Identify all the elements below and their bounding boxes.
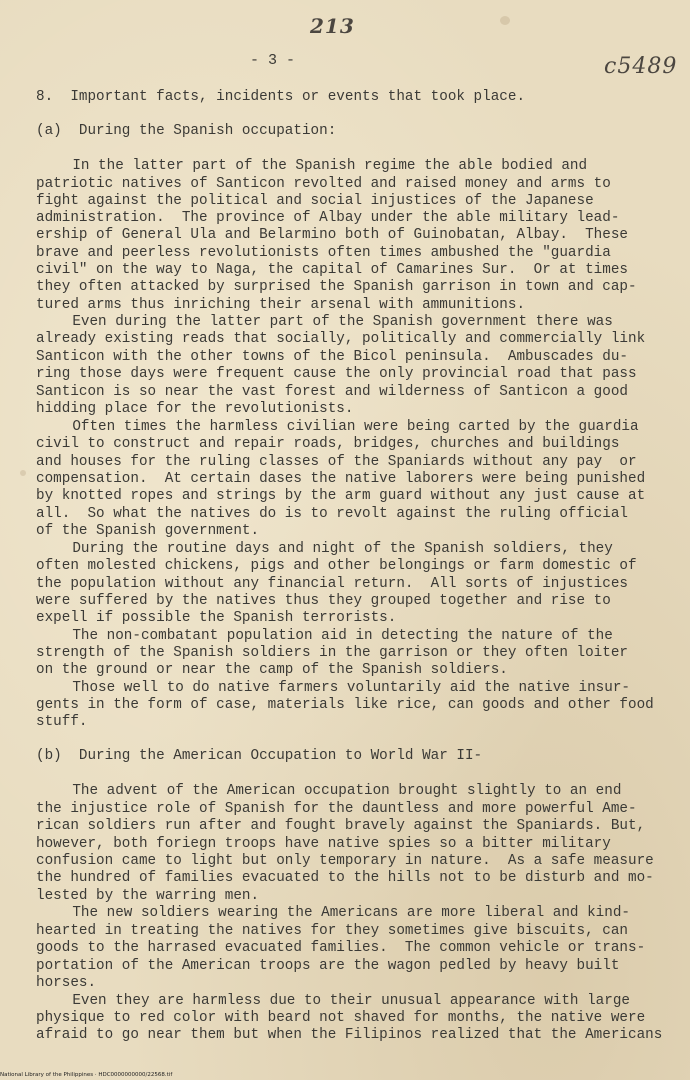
text-line: gents in the form of case, materials like rice, can goods and other food [36,697,654,713]
page-number: - 3 - [250,52,296,69]
text-line: civil to construct and repair roads, bridges, churches and buildings [36,436,620,452]
text-line: During the routine days and night of the Spanish soldiers, they [38,541,613,557]
text-line: patriotic natives of Santicon revolted and raised money and arms to [36,176,611,192]
text-line: brave and peerless revolutionists often times ambushed the "guardia [36,245,611,261]
text-line: on the ground or near the camp of the Spanish soldiers. [36,662,508,678]
text-line: afraid to go near them but when the Filipinos realized that the Americans [36,1027,663,1043]
text-line: The non-combatant population aid in detecting the nature of the [38,628,613,644]
subsection-heading: (b) During the American Occupation to World War II- [36,748,483,764]
text-line: Even they are harmless due to their unusual appearance with large [38,993,630,1009]
text-line: tured arms thus inriching their arsenal with ammunitions. [36,297,526,313]
section-heading: 8. Important facts, incidents or events that took place. [36,89,526,105]
text-line: fight against the political and social injustices of the Japanese [36,193,594,209]
text-line: In the latter part of the Spanish regime the able bodied and [38,158,588,174]
subsection-heading: (a) During the Spanish occupation: [36,123,337,139]
text-line: ring those days were frequent cause the only provincial road that pass [36,366,637,382]
text-line: Those well to do native farmers voluntarily aid the native insur- [38,680,630,696]
text-line: ership of General Ula and Belarmino both of Guinobatan, Albay. These [36,227,628,243]
text-line: portation of the American troops are the wagon pedled by heavy built [36,958,620,974]
document-id-stamp: c5489 [604,54,678,79]
text-line: the hundred of families evacuated to the hills not to be disturb and mo- [36,870,654,886]
text-line: physique to red color with beard not shaved for months, the native were [36,1010,646,1026]
archive-footer: National Library of the Philippines · HDC0000000000/22568.tif [0,1072,173,1078]
text-line: Santicon is so near the vast forest and wilderness of Santicon a good [36,384,628,400]
text-line: strength of the Spanish soldiers in the garrison or they often loiter [36,645,628,661]
text-line: civil" on the way to Naga, the capital of Camarines Sur. Or at times [36,262,628,278]
text-line: all. So what the natives do is to revolt against the ruling official [36,506,628,522]
text-line: Santicon with the other towns of the Bicol peninsula. Ambuscades du- [36,349,628,365]
text-line: hearted in treating the natives for they sometimes give biscuits, can [36,923,628,939]
text-line: Even during the latter part of the Spanish government there was [38,314,613,330]
text-line: and houses for the ruling classes of the Spaniards without any pay or [36,454,637,470]
text-line: however, both foriegn troops have native spies so a bitter military [36,836,611,852]
text-line: they often attacked by surprised the Spanish garrison in town and cap- [36,279,637,295]
text-line: compensation. At certain dases the native laborers were being punished [36,471,646,487]
paper-stain [500,16,510,25]
text-line: administration. The province of Albay under the able military lead- [36,210,620,226]
text-line: lested by the warring men. [36,888,260,904]
text-line: of the Spanish government. [36,523,260,539]
text-line: Often times the harmless civilian were being carted by the guardia [38,419,639,435]
text-line: The new soldiers wearing the Americans are more liberal and kind- [38,905,630,921]
text-line: expell if possible the Spanish terrorists. [36,610,397,626]
text-line: the injustice role of Spanish for the dauntless and more powerful Ame- [36,801,637,817]
text-line: goods to the harrased evacuated families. The common vehicle or trans- [36,940,646,956]
text-line: rican soldiers run after and fought bravely against the Spaniards. But, [36,818,646,834]
text-line: hidding place for the revolutionists. [36,401,354,417]
paper-stain [20,470,26,476]
pencil-annotation: 213 [310,14,355,38]
text-line: confusion came to light but only temporary in nature. As a safe measure [36,853,654,869]
text-line: horses. [36,975,97,991]
text-line: often molested chickens, pigs and other belongings or farm domestic of [36,558,637,574]
text-line: already existing reads that socially, politically and commercially link [36,331,646,347]
text-line: were suffered by the natives thus they grouped together and rise to [36,593,611,609]
text-line: by knotted ropes and strings by the arm guard without any just cause at [36,488,646,504]
text-line: stuff. [36,714,88,730]
text-line: The advent of the American occupation brought slightly to an end [38,783,622,799]
text-line: the population without any financial return. All sorts of injustices [36,576,628,592]
